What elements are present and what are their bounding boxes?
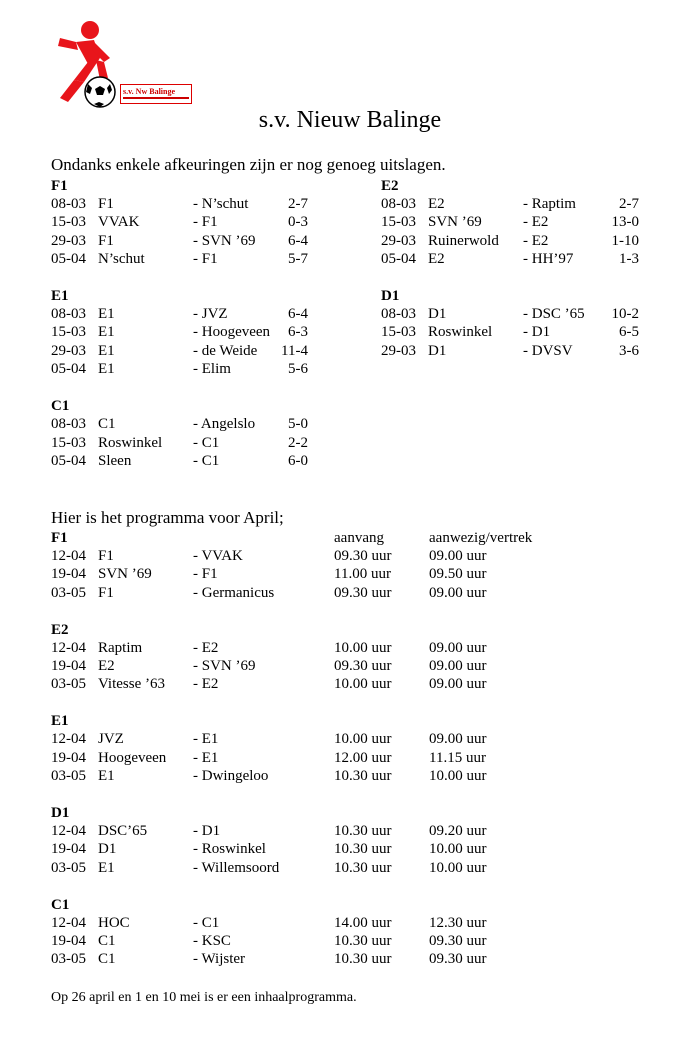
team-heading: D1 <box>381 288 400 305</box>
away-team: - Raptim <box>523 196 576 212</box>
home-team: E1 <box>98 306 115 323</box>
match-date: 05-04 <box>51 251 86 268</box>
present-time: 09.00 uur <box>429 676 487 693</box>
away-team: - D1 <box>523 324 551 341</box>
home-team: C1 <box>98 951 116 968</box>
match-score: 6-4 <box>288 306 308 323</box>
present-time: 09.20 uur <box>429 823 487 840</box>
match-score: 10-2 <box>611 306 639 323</box>
match-row <box>51 250 351 268</box>
match-row <box>381 232 681 250</box>
program-intro: Hier is het programma voor April; <box>51 508 284 527</box>
home-team: D1 <box>98 841 117 858</box>
home-team: F1 <box>98 232 114 249</box>
away-team: - KSC <box>193 933 231 950</box>
match-date: 08-03 <box>381 196 416 212</box>
club-logo <box>52 20 197 115</box>
program-table <box>51 529 651 969</box>
match-row <box>51 360 351 378</box>
present-time: 10.00 uur <box>429 841 487 858</box>
match-score: 0-3 <box>288 214 308 231</box>
present-time: 10.00 uur <box>429 859 487 876</box>
match-score: 1-3 <box>619 251 639 268</box>
away-team: - Roswinkel <box>193 841 266 858</box>
match-score: 13-0 <box>611 214 639 231</box>
match-date: 15-03 <box>51 434 86 451</box>
match-date: 05-04 <box>381 251 416 268</box>
away-team: - DVSV <box>523 342 573 359</box>
match-row <box>51 584 651 602</box>
start-time: 11.00 uur <box>334 566 391 583</box>
away-team: - C1 <box>193 434 220 451</box>
match-row <box>381 195 681 213</box>
match-date: 05-04 <box>51 361 86 378</box>
away-team: - DSC ’65 <box>523 306 585 323</box>
match-row <box>51 749 651 767</box>
home-team: C1 <box>98 416 116 433</box>
match-date: 03-05 <box>51 951 86 968</box>
match-row <box>51 767 651 785</box>
team-heading: E2 <box>51 621 69 638</box>
team-heading: D1 <box>51 805 70 822</box>
away-team: - C1 <box>193 452 220 469</box>
present-time: 09.30 uur <box>429 951 487 968</box>
away-team: - N’schut <box>193 196 249 212</box>
match-date: 19-04 <box>51 933 86 950</box>
away-team: - F1 <box>193 214 218 231</box>
away-team: - E2 <box>523 232 549 249</box>
match-date: 12-04 <box>51 548 86 564</box>
home-team: VVAK <box>98 214 140 231</box>
home-team: E1 <box>98 768 115 785</box>
match-row <box>51 859 651 877</box>
away-team: - Germanicus <box>193 584 275 601</box>
home-team: C1 <box>98 933 116 950</box>
home-team: E1 <box>98 342 115 359</box>
match-date: 29-03 <box>51 232 86 249</box>
results-intro: Ondanks enkele afkeuringen zijn er nog genoeg uitslagen. <box>51 155 446 174</box>
home-team: Hoogeveen <box>98 749 167 766</box>
home-team: Roswinkel <box>428 324 493 341</box>
match-score: 1-10 <box>611 232 639 249</box>
start-time: 10.30 uur <box>334 951 392 968</box>
home-team: E2 <box>428 251 445 268</box>
present-time: 11.15 uur <box>429 749 486 766</box>
away-team: - Willemsoord <box>193 859 280 876</box>
away-team: - C1 <box>193 914 220 931</box>
away-team: - E2 <box>193 639 219 656</box>
page-title: s.v. Nieuw Balinge <box>258 107 442 133</box>
match-row <box>51 950 651 968</box>
away-team: - Wijster <box>193 951 246 968</box>
match-date: 29-03 <box>51 342 86 359</box>
present-time: 12.30 uur <box>429 914 487 931</box>
start-time: 09.30 uur <box>334 658 392 675</box>
match-date: 12-04 <box>51 639 86 656</box>
away-team: - E1 <box>193 731 219 748</box>
start-time: 10.30 uur <box>334 933 392 950</box>
start-time: 10.30 uur <box>334 823 392 840</box>
present-time: 09.00 uur <box>429 548 487 564</box>
match-date: 08-03 <box>51 306 86 323</box>
home-team: F1 <box>98 584 114 601</box>
home-team: DSC’65 <box>98 823 148 840</box>
match-score: 11-4 <box>281 342 308 359</box>
home-team: HOC <box>98 914 130 931</box>
away-team: - SVN ’69 <box>193 232 256 249</box>
home-team: F1 <box>98 196 114 212</box>
match-score: 6-5 <box>619 324 639 341</box>
match-date: 15-03 <box>381 324 416 341</box>
home-team: E2 <box>428 196 445 212</box>
footnote: Op 26 april en 1 en 10 mei is er een inhaalprogramma. <box>51 990 357 1005</box>
match-date: 15-03 <box>381 214 416 231</box>
start-time: 10.00 uur <box>334 731 392 748</box>
present-time: 09.00 uur <box>429 658 487 675</box>
home-team: F1 <box>98 548 114 564</box>
match-row <box>51 657 651 675</box>
program-header-start: aanvang <box>334 530 384 546</box>
match-row <box>381 250 681 268</box>
home-team: E2 <box>98 658 115 675</box>
present-time: 09.00 uur <box>429 731 487 748</box>
team-heading: F1 <box>51 530 68 546</box>
match-score: 2-7 <box>288 196 308 212</box>
present-time: 09.50 uur <box>429 566 487 583</box>
home-team: E1 <box>98 859 115 876</box>
match-row <box>51 730 651 748</box>
match-date: 03-05 <box>51 859 86 876</box>
match-date: 29-03 <box>381 232 416 249</box>
team-heading: E1 <box>51 713 69 730</box>
match-date: 03-05 <box>51 584 86 601</box>
match-row <box>51 932 651 950</box>
team-heading: F1 <box>51 178 68 194</box>
match-date: 03-05 <box>51 676 86 693</box>
start-time: 09.30 uur <box>334 548 392 564</box>
match-row <box>51 565 651 583</box>
team-heading: C1 <box>51 896 70 913</box>
match-row <box>51 822 651 840</box>
home-team: JVZ <box>98 731 124 748</box>
away-team: - E2 <box>193 676 219 693</box>
club-logo-label: s.v. Nw Balinge <box>120 84 192 104</box>
away-team: - E1 <box>193 749 219 766</box>
start-time: 10.30 uur <box>334 859 392 876</box>
away-team: - E2 <box>523 214 549 231</box>
match-score: 5-7 <box>288 251 308 268</box>
away-team: - Elim <box>193 361 231 378</box>
match-date: 15-03 <box>51 324 86 341</box>
match-score: 5-6 <box>288 361 308 378</box>
match-score: 2-7 <box>619 196 639 212</box>
match-score: 6-0 <box>288 452 308 469</box>
home-team: D1 <box>428 306 447 323</box>
start-time: 10.30 uur <box>334 841 392 858</box>
start-time: 10.30 uur <box>334 768 392 785</box>
match-row <box>381 213 681 231</box>
match-date: 08-03 <box>381 306 416 323</box>
match-score: 2-2 <box>288 434 308 451</box>
match-row <box>51 415 351 433</box>
match-date: 29-03 <box>381 342 416 359</box>
start-time: 10.00 uur <box>334 639 392 656</box>
match-row <box>51 452 351 470</box>
away-team: - Hoogeveen <box>193 324 271 341</box>
match-date: 19-04 <box>51 566 86 583</box>
match-date: 03-05 <box>51 768 86 785</box>
results-left-column <box>51 177 351 470</box>
away-team: - F1 <box>193 566 218 583</box>
match-date: 12-04 <box>51 823 86 840</box>
away-team: - D1 <box>193 823 221 840</box>
home-team: Roswinkel <box>98 434 163 451</box>
match-date: 12-04 <box>51 914 86 931</box>
home-team: E1 <box>98 324 115 341</box>
match-date: 08-03 <box>51 416 86 433</box>
match-row <box>381 323 681 341</box>
match-row <box>51 547 651 565</box>
away-team: - JVZ <box>193 306 228 323</box>
match-row <box>51 675 651 693</box>
match-score: 5-0 <box>288 416 308 433</box>
present-time: 09.00 uur <box>429 584 487 601</box>
start-time: 12.00 uur <box>334 749 392 766</box>
match-row <box>51 305 351 323</box>
present-time: 09.00 uur <box>429 639 487 656</box>
match-row <box>51 232 351 250</box>
present-time: 09.30 uur <box>429 933 487 950</box>
away-team: - SVN ’69 <box>193 658 256 675</box>
start-time: 10.00 uur <box>334 676 392 693</box>
match-row <box>51 840 651 858</box>
match-row <box>381 342 681 360</box>
results-right-column <box>381 177 681 360</box>
team-heading: E2 <box>381 178 399 194</box>
match-date: 05-04 <box>51 452 86 469</box>
match-row <box>51 195 351 213</box>
match-score: 6-4 <box>288 232 308 249</box>
match-row <box>51 914 651 932</box>
away-team: - de Weide <box>193 342 258 359</box>
home-team: Ruinerwold <box>428 232 499 249</box>
away-team: - Angelslo <box>193 416 256 433</box>
program-header-present: aanwezig/vertrek <box>429 530 533 546</box>
start-time: 09.30 uur <box>334 584 392 601</box>
match-score: 3-6 <box>619 342 639 359</box>
home-team: SVN ’69 <box>428 214 482 231</box>
home-team: N’schut <box>98 251 145 268</box>
home-team: Sleen <box>98 452 132 469</box>
present-time: 10.00 uur <box>429 768 487 785</box>
match-date: 19-04 <box>51 841 86 858</box>
match-date: 08-03 <box>51 196 86 212</box>
match-date: 19-04 <box>51 749 86 766</box>
match-row <box>51 323 351 341</box>
match-date: 12-04 <box>51 731 86 748</box>
match-row <box>51 434 351 452</box>
home-team: D1 <box>428 342 447 359</box>
home-team: SVN ’69 <box>98 566 152 583</box>
match-score: 6-3 <box>288 324 308 341</box>
match-row <box>381 305 681 323</box>
match-date: 19-04 <box>51 658 86 675</box>
match-row <box>51 639 651 657</box>
team-heading: E1 <box>51 288 69 305</box>
match-row <box>51 342 351 360</box>
team-heading: C1 <box>51 398 70 415</box>
home-team: E1 <box>98 361 115 378</box>
away-team: - F1 <box>193 251 218 268</box>
home-team: Vitesse ’63 <box>98 676 166 693</box>
start-time: 14.00 uur <box>334 914 392 931</box>
match-date: 15-03 <box>51 214 86 231</box>
away-team: - VVAK <box>193 548 243 564</box>
away-team: - HH’97 <box>523 251 574 268</box>
away-team: - Dwingeloo <box>193 768 269 785</box>
home-team: Raptim <box>98 639 143 656</box>
match-row <box>51 213 351 231</box>
